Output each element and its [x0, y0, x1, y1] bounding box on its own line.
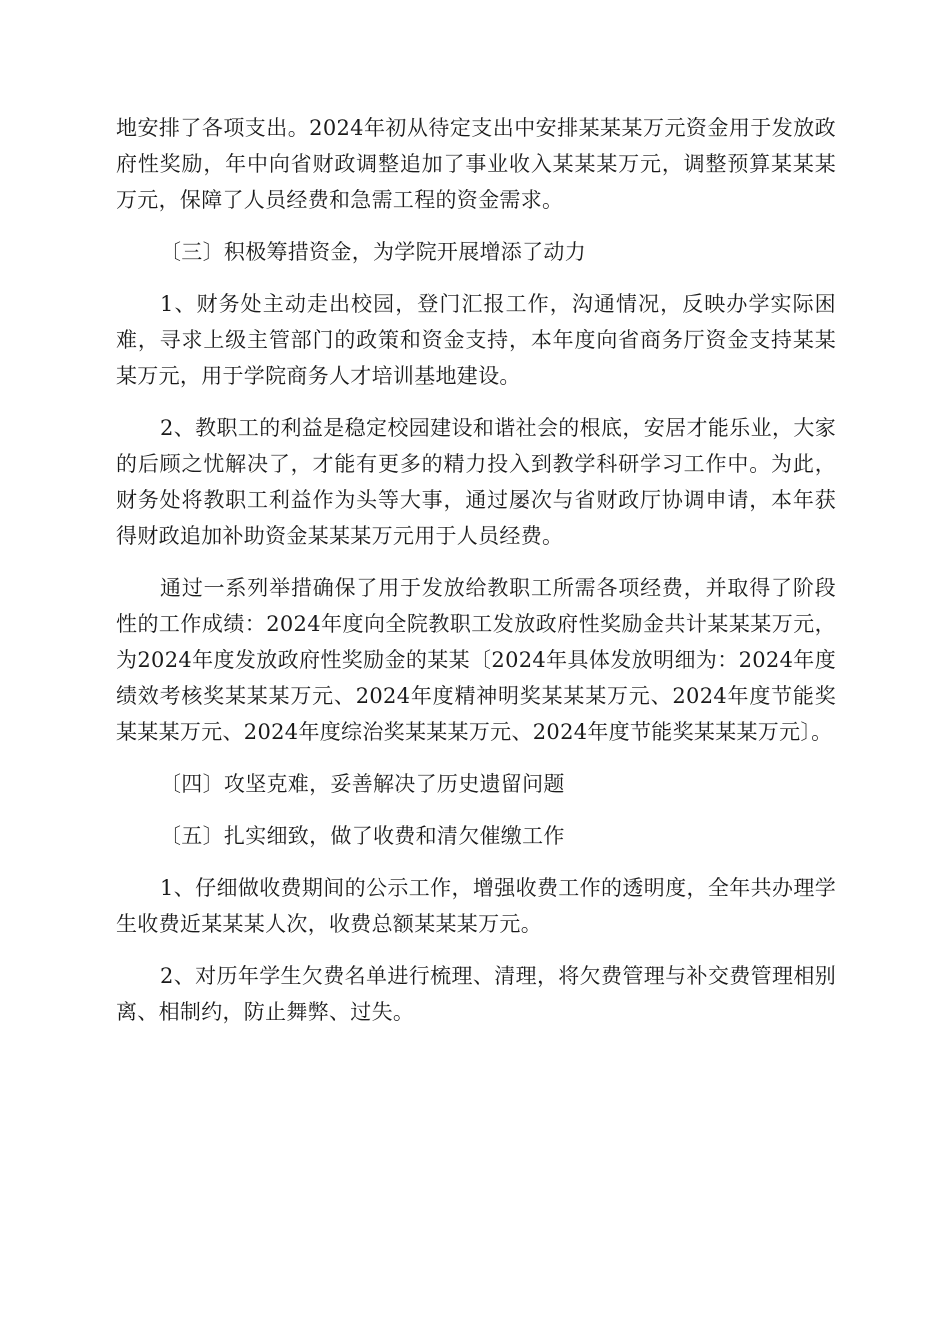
paragraph-fee-item-2: 2、对历年学生欠费名单进行梳理、清理，将欠费管理与补交费管理相别离、相制约，防止舞弊、过失。 [116, 964, 836, 1024]
paragraph-summary: 通过一系列举措确保了用于发放给教职工所需各项经费，并取得了阶段性的工作成绩：2024年度向全院教职工发放政府性奖励金共计某某某万元，为2024年度发放政府性奖励金的某某〔2024年具体发放明细为：2024年度绩效考核奖某某某万元、2024年度精神明奖某某某万元、2024年度节能奖某某某万元、2024年度综治奖某某某万元、2024年度节能奖某某某万元〕。 [116, 576, 836, 744]
paragraph-fee-item-1: 1、仔细做收费期间的公示工作，增强收费工作的透明度，全年共办理学生收费近某某某人次，收费总额某某某万元。 [116, 876, 836, 936]
document-body [116, 110, 836, 1046]
paragraph-item-1: 1、财务处主动走出校园，登门汇报工作，沟通情况，反映办学实际困难，寻求上级主管部门的政策和资金支持，本年度向省商务厅资金支持某某某万元，用于学院商务人才培训基地建设。 [116, 292, 836, 388]
section-heading-3: 〔三〕积极筹措资金，为学院开展增添了动力 [160, 240, 586, 264]
section-heading-4: 〔四〕攻坚克难，妥善解决了历史遗留问题 [160, 772, 565, 796]
section-heading-5: 〔五〕扎实细致，做了收费和清欠催缴工作 [160, 824, 565, 848]
paragraph-item-2: 2、教职工的利益是稳定校园建设和谐社会的根底，安居才能乐业，大家的后顾之忧解决了，才能有更多的精力投入到教学科研学习工作中。为此，财务处将教职工利益作为头等大事，通过屡次与省财政厅协调申请，本年获得财政追加补助资金某某某万元用于人员经费。 [116, 416, 836, 548]
paragraph-continuation: 地安排了各项支出。2024年初从待定支出中安排某某某万元资金用于发放政府性奖励，年中向省财政调整追加了事业收入某某某万元，调整预算某某某万元，保障了人员经费和急需工程的资金需求。 [116, 116, 836, 212]
